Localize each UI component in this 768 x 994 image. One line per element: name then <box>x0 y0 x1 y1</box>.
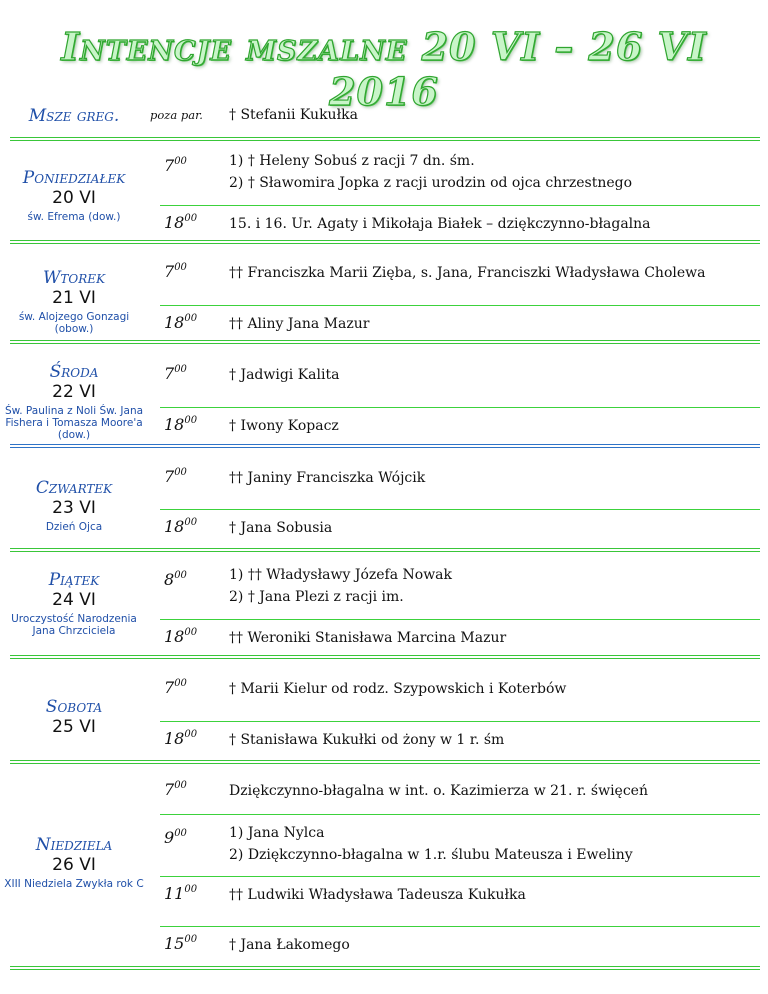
day-name: Sobota <box>45 697 103 717</box>
mass-time: $18^{00}$ <box>164 415 198 434</box>
intention-line: 2) † Jana Plezi z racji im. <box>229 589 404 605</box>
day-date: 22 VI <box>52 382 96 402</box>
intention-line: †† Janiny Franciszka Wójcik <box>229 470 426 486</box>
intention-line: †† Aliny Jana Mazur <box>229 316 370 332</box>
mass-intention <box>229 564 759 608</box>
mass-intention <box>229 213 759 235</box>
day-name: Piątek <box>48 570 100 590</box>
separator <box>10 548 760 552</box>
intention-line: †† Weroniki Stanisława Marcina Mazur <box>229 630 507 646</box>
intention-line: † Jana Łakomego <box>229 937 350 953</box>
row-divider <box>160 509 760 510</box>
day-date: 26 VI <box>52 855 96 875</box>
separator <box>10 240 760 244</box>
intention-line: †† Franciszka Marii Zięba, s. Jana, Franciszki Władysława Cholewa <box>229 265 706 281</box>
mass-time: $9^{00}$ <box>164 828 187 847</box>
day-date: 23 VI <box>52 498 96 518</box>
intention-line: 2) † Sławomira Jopka z racji urodzin od ojca chrzestnego <box>229 175 633 191</box>
row-divider <box>160 926 760 927</box>
mass-time: $18^{00}$ <box>164 729 198 748</box>
day-note: Św. Paulina z Noli Św. Jana Fishera i Tomasza Moore'a (dow.) <box>4 405 144 441</box>
row-divider <box>160 619 760 620</box>
day-name: Wtorek <box>42 268 106 288</box>
mass-intention <box>229 364 759 386</box>
row-divider <box>160 305 760 306</box>
day-block <box>0 697 148 737</box>
row-divider <box>160 721 760 722</box>
separator <box>10 444 760 448</box>
day-date: 25 VI <box>52 717 96 737</box>
separator <box>10 137 760 141</box>
greg-time: poza par. <box>150 108 203 122</box>
day-block <box>0 362 148 441</box>
mass-intention <box>229 262 759 284</box>
separator <box>10 655 760 659</box>
intention-line: 1) Jana Nylca <box>229 825 325 841</box>
separator <box>10 760 760 764</box>
mass-time: $7^{00}$ <box>164 678 187 697</box>
intention-line: 1) † Heleny Sobuś z racji 7 dn. śm. <box>229 153 475 169</box>
day-name: Poniedziałek <box>22 168 126 188</box>
mass-intention <box>229 627 759 649</box>
day-name: Czwartek <box>35 478 113 498</box>
row-divider <box>160 407 760 408</box>
intention-line: 1) †† Władysławy Józefa Nowak <box>229 567 453 583</box>
mass-time: $18^{00}$ <box>164 517 198 536</box>
mass-time: $18^{00}$ <box>164 213 198 232</box>
mass-intention <box>229 822 759 866</box>
day-note: Dzień Ojca <box>45 521 103 533</box>
mass-intention <box>229 517 759 539</box>
mass-intention <box>229 729 759 751</box>
intention-line: † Marii Kielur od rodz. Szypowskich i Koterbów <box>229 681 567 697</box>
day-date: 24 VI <box>52 590 96 610</box>
intention-line: 15. i 16. Ur. Agaty i Mikołaja Białek – dziękczynno-błagalna <box>229 216 651 232</box>
day-block <box>0 478 148 533</box>
day-date: 21 VI <box>52 288 96 308</box>
row-divider <box>160 876 760 877</box>
day-name: Środa <box>49 362 99 382</box>
intention-line: † Jadwigi Kalita <box>229 367 340 383</box>
intention-line: † Iwony Kopacz <box>229 418 339 434</box>
mass-intention <box>229 415 759 437</box>
mass-time: $7^{00}$ <box>164 364 187 383</box>
mass-intention <box>229 678 759 700</box>
mass-time: $7^{00}$ <box>164 780 187 799</box>
mass-time: $7^{00}$ <box>164 262 187 281</box>
mass-time: $18^{00}$ <box>164 313 198 332</box>
day-block <box>0 835 148 890</box>
intention-line: †† Ludwiki Władysława Tadeusza Kukułka <box>229 887 526 903</box>
intention-line: † Stanisława Kukułki od żony w 1 r. śm <box>229 732 505 748</box>
row-divider <box>160 205 760 206</box>
mass-intention <box>229 313 759 335</box>
day-note: Uroczystość Narodzenia Jana Chrzciciela <box>11 613 137 637</box>
mass-intention <box>229 467 759 489</box>
intention-line: † Jana Sobusia <box>229 520 333 536</box>
mass-time: $11^{00}$ <box>164 884 198 903</box>
separator <box>10 966 760 970</box>
intention-line: 2) Dziękczynno-błagalna w 1.r. ślubu Mateusza i Eweliny <box>229 847 633 863</box>
day-block <box>0 268 148 335</box>
day-block <box>0 168 148 223</box>
mass-time: $7^{00}$ <box>164 156 187 175</box>
greg-intention: † Stefanii Kukułka <box>229 107 358 123</box>
greg-label: Msze greg. <box>28 106 120 126</box>
mass-time: $8^{00}$ <box>164 570 187 589</box>
intention-line: Dziękczynno-błagalna w int. o. Kazimierza w 21. r. święceń <box>229 783 648 799</box>
greg-label-block <box>0 106 148 126</box>
day-block <box>0 570 148 637</box>
day-name: Niedziela <box>35 835 113 855</box>
day-note: św. Efrema (dow.) <box>27 211 121 223</box>
mass-intention <box>229 780 759 802</box>
page-title: Intencje mszalne 20 VI – 26 VI 2016 <box>61 24 707 114</box>
day-note: św. Alojzego Gonzagi (obow.) <box>18 311 130 335</box>
day-date: 20 VI <box>52 188 96 208</box>
mass-time: $18^{00}$ <box>164 627 198 646</box>
row-divider <box>160 814 760 815</box>
mass-intention <box>229 934 759 956</box>
mass-intention <box>229 150 759 194</box>
day-note: XIII Niedziela Zwykła rok C <box>4 878 144 890</box>
mass-intention <box>229 884 759 906</box>
mass-time: $7^{00}$ <box>164 467 187 486</box>
mass-time: $15^{00}$ <box>164 934 198 953</box>
separator <box>10 340 760 344</box>
